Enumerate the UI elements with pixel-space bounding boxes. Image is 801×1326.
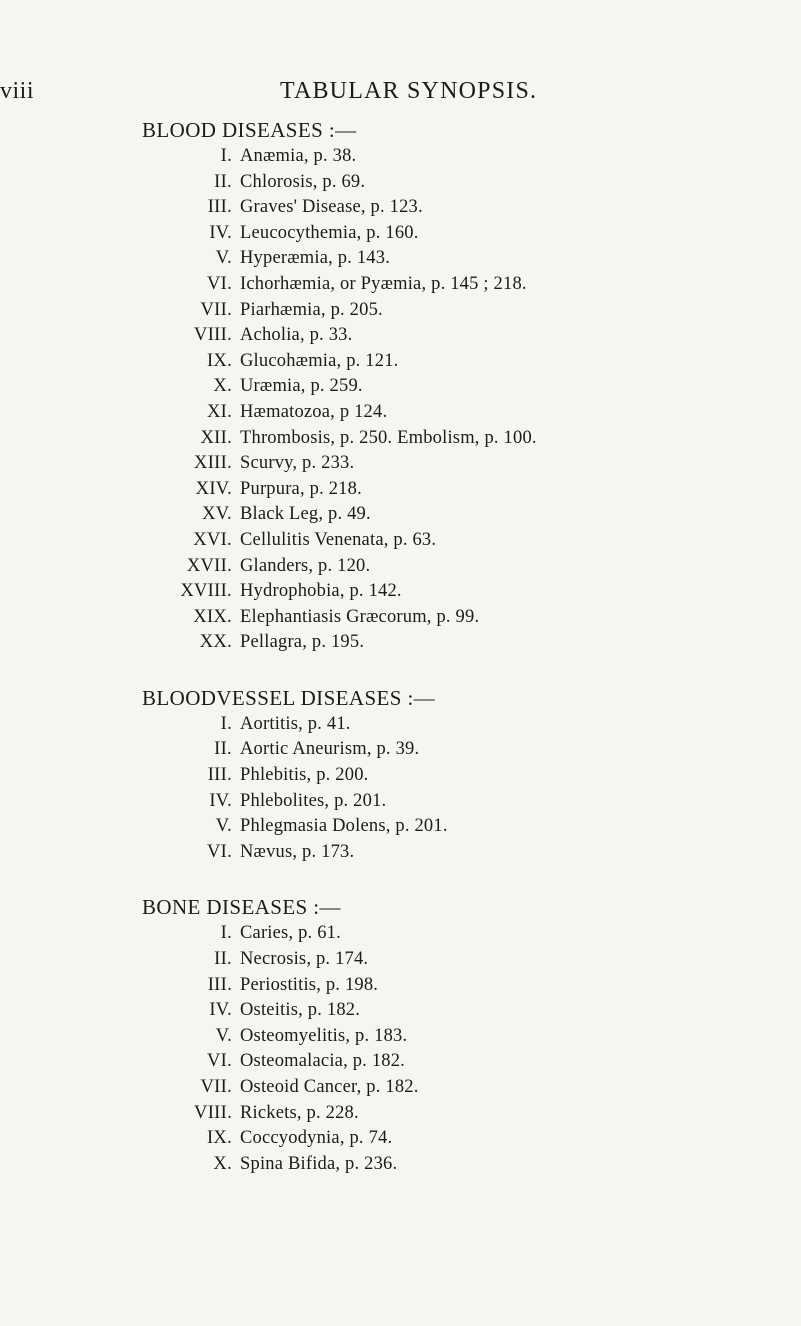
roman-numeral: II.	[214, 949, 232, 970]
entry-text: Purpura, p. 218.	[240, 478, 362, 499]
roman-numeral: X.	[213, 376, 232, 397]
roman-numeral: VI.	[206, 841, 232, 862]
list-item	[142, 921, 782, 947]
list-item	[142, 579, 782, 605]
roman-numeral: XV.	[202, 504, 232, 525]
section-heading: BONE DISEASES :—	[142, 895, 341, 920]
list-item	[142, 789, 782, 815]
entry-text: Hæmatozoa, p 124.	[240, 401, 388, 422]
entry-text: Ichorhæmia, or Pyæmia, p. 145 ; 218.	[240, 273, 527, 294]
roman-numeral: VI.	[206, 273, 232, 294]
entry-text: Scurvy, p. 233.	[240, 453, 355, 474]
list-item	[142, 170, 782, 196]
entry-text: Anæmia, p. 38.	[240, 146, 357, 166]
roman-numeral: I.	[220, 146, 232, 166]
entry-text: Elephantiasis Græcorum, p. 99.	[240, 606, 480, 627]
disease-section	[142, 895, 782, 1177]
entry-text: Osteitis, p. 182.	[240, 1000, 361, 1021]
entry-text: Osteomalacia, p. 182.	[240, 1051, 405, 1072]
roman-numeral: III.	[207, 197, 232, 218]
roman-numeral: X.	[213, 1153, 232, 1174]
entry-text: Hyperæmia, p. 143.	[240, 248, 391, 269]
entry-text: Caries, p. 61.	[240, 923, 341, 944]
list-item	[142, 737, 782, 763]
entry-text: Phlebitis, p. 200.	[240, 765, 369, 786]
entry-list	[142, 712, 782, 866]
list-item	[142, 605, 782, 631]
list-item	[142, 246, 782, 272]
entry-text: Hydrophobia, p. 142.	[240, 581, 402, 602]
list-item	[142, 1049, 782, 1075]
list-item	[142, 973, 782, 999]
roman-numeral: IV.	[209, 1000, 232, 1021]
section-heading: BLOOD DISEASES :—	[142, 118, 357, 142]
roman-numeral: I.	[220, 713, 232, 734]
entry-text: Piarhæmia, p. 205.	[240, 299, 383, 320]
entry-text: Graves' Disease, p. 123.	[240, 197, 423, 218]
entry-text: Osteomyelitis, p. 183.	[240, 1025, 408, 1046]
roman-numeral: V.	[215, 248, 232, 269]
roman-numeral: XIII.	[194, 453, 232, 474]
entry-text: Nævus, p. 173.	[240, 841, 355, 862]
roman-numeral: IV.	[209, 222, 232, 243]
entry-text: Cellulitis Venenata, p. 63.	[240, 529, 437, 550]
entry-text: Phlebolites, p. 201.	[240, 790, 387, 811]
roman-numeral: XIV.	[195, 478, 232, 499]
disease-section	[142, 686, 782, 866]
entry-text: Acholia, p. 33.	[240, 325, 353, 346]
list-item	[142, 374, 782, 400]
entry-text: Necrosis, p. 174.	[240, 949, 369, 970]
entry-text: Uræmia, p. 259.	[240, 376, 363, 397]
list-item	[142, 426, 782, 452]
entry-text: Thrombosis, p. 250. Embolism, p. 100.	[240, 427, 537, 448]
entry-list	[142, 921, 782, 1177]
roman-numeral: XVIII.	[180, 581, 232, 602]
list-item	[142, 528, 782, 554]
roman-numeral: XIX.	[193, 606, 232, 627]
roman-numeral: III.	[207, 765, 232, 786]
roman-numeral: XX.	[199, 632, 232, 653]
entry-text: Coccyodynia, p. 74.	[240, 1128, 393, 1149]
entry-text: Aortitis, p. 41.	[240, 713, 351, 734]
list-item	[142, 763, 782, 789]
entry-text: Leucocythemia, p. 160.	[240, 222, 419, 243]
entry-text: Black Leg, p. 49.	[240, 504, 371, 525]
list-item	[142, 323, 782, 349]
roman-numeral: II.	[214, 739, 232, 760]
list-item	[142, 1152, 782, 1178]
list-item	[142, 144, 782, 170]
roman-numeral: IX.	[206, 350, 232, 371]
page-number: viii	[0, 78, 35, 104]
entry-text: Osteoid Cancer, p. 182.	[240, 1077, 419, 1097]
roman-numeral: V.	[215, 816, 232, 837]
roman-numeral: III.	[207, 974, 232, 995]
entry-text: Chlorosis, p. 69.	[240, 171, 366, 192]
list-item	[142, 998, 782, 1024]
list-item	[142, 400, 782, 426]
list-item	[142, 221, 782, 247]
roman-numeral: XI.	[206, 401, 232, 422]
entry-list	[142, 144, 782, 656]
roman-numeral: VIII.	[194, 1102, 232, 1123]
roman-numeral: VI.	[206, 1051, 232, 1072]
list-item	[142, 554, 782, 580]
roman-numeral: XVI.	[193, 529, 232, 550]
entry-text: Periostitis, p. 198.	[240, 974, 379, 995]
list-item	[142, 1101, 782, 1127]
list-item	[142, 1075, 782, 1101]
roman-numeral: V.	[215, 1025, 232, 1046]
list-item	[142, 349, 782, 375]
list-item	[142, 814, 782, 840]
list-item	[142, 947, 782, 973]
roman-numeral: VII.	[200, 299, 232, 320]
entry-text: Spina Bifida, p. 236.	[240, 1153, 398, 1174]
roman-numeral: VII.	[200, 1077, 232, 1097]
section-heading: BLOODVESSEL DISEASES :—	[142, 685, 436, 710]
synopsis-content	[142, 118, 782, 1207]
list-item	[142, 1126, 782, 1152]
list-item	[142, 272, 782, 298]
entry-text: Glucohæmia, p. 121.	[240, 350, 399, 371]
list-item	[142, 298, 782, 324]
roman-numeral: XVII.	[186, 555, 232, 576]
entry-text: Rickets, p. 228.	[240, 1102, 359, 1123]
roman-numeral: IV.	[209, 790, 232, 811]
roman-numeral: XII.	[200, 427, 232, 448]
roman-numeral: IX.	[206, 1128, 232, 1149]
running-title: TABULAR SYNOPSIS.	[280, 78, 538, 104]
list-item	[142, 195, 782, 221]
list-item	[142, 477, 782, 503]
list-item	[142, 451, 782, 477]
roman-numeral: II.	[214, 171, 232, 192]
entry-text: Aortic Aneurism, p. 39.	[240, 739, 420, 760]
running-head	[0, 78, 801, 108]
list-item	[142, 840, 782, 866]
list-item	[142, 712, 782, 738]
list-item	[142, 502, 782, 528]
disease-section	[142, 118, 782, 656]
entry-text: Glanders, p. 120.	[240, 555, 371, 576]
list-item	[142, 1024, 782, 1050]
roman-numeral: I.	[220, 923, 232, 944]
list-item	[142, 630, 782, 656]
roman-numeral: VIII.	[194, 325, 232, 346]
entry-text: Phlegmasia Dolens, p. 201.	[240, 816, 448, 837]
entry-text: Pellagra, p. 195.	[240, 632, 365, 653]
